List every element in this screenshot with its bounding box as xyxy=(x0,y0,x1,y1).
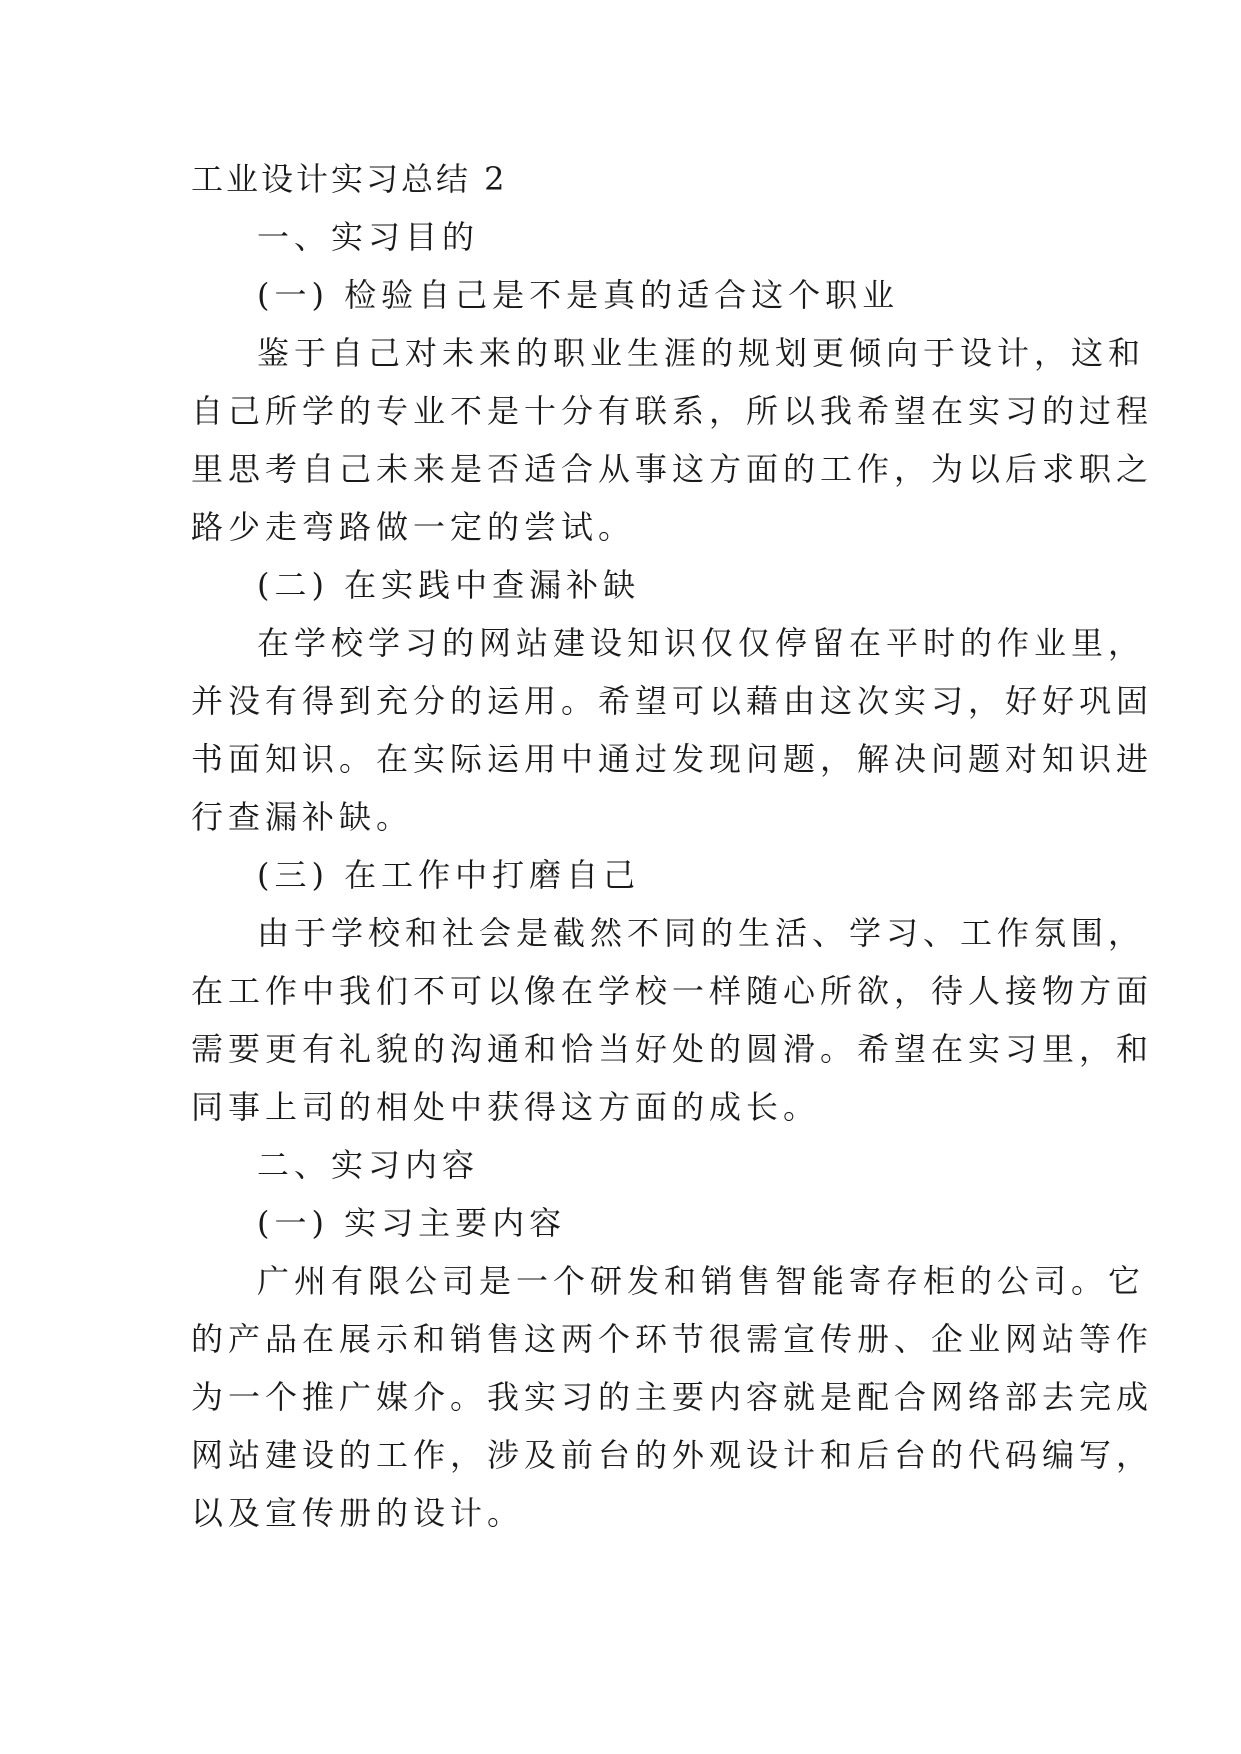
paragraph-line: 鉴于自己对未来的职业生涯的规划更倾向于设计，这和 xyxy=(257,334,1146,372)
paragraph-line: 由于学校和社会是截然不同的生活、学习、工作氛围， xyxy=(257,914,1146,952)
paragraph-line: 同事上司的相处中获得这方面的成长。 xyxy=(191,1088,821,1126)
subsection-heading: (一) 实习主要内容 xyxy=(257,1204,567,1242)
section-heading: 一、实习目的 xyxy=(257,218,480,256)
paragraph-line: 在学校学习的网站建设知识仅仅停留在平时的作业里， xyxy=(257,624,1146,662)
paragraph-line: 并没有得到充分的运用。希望可以藉由这次实习，好好巩固 xyxy=(191,682,1154,720)
paragraph-line: 路少走弯路做一定的尝试。 xyxy=(191,508,636,546)
section-heading: 二、实习内容 xyxy=(257,1146,480,1184)
paragraph-line: 的产品在展示和销售这两个环节很需宣传册、企业网站等作 xyxy=(191,1320,1154,1358)
subsection-heading: (二) 在实践中查漏补缺 xyxy=(257,566,641,604)
paragraph-line: 网站建设的工作，涉及前台的外观设计和后台的代码编写， xyxy=(191,1436,1154,1474)
paragraph-line: 自己所学的专业不是十分有联系，所以我希望在实习的过程 xyxy=(191,392,1154,430)
paragraph-line: 需要更有礼貌的沟通和恰当好处的圆滑。希望在实习里，和 xyxy=(191,1030,1154,1068)
paragraph-line: 里思考自己未来是否适合从事这方面的工作，为以后求职之 xyxy=(191,450,1154,488)
paragraph-line: 广州有限公司是一个研发和销售智能寄存柜的公司。它 xyxy=(257,1262,1146,1300)
paragraph-line: 行查漏补缺。 xyxy=(191,798,414,836)
paragraph-line: 以及宣传册的设计。 xyxy=(191,1494,525,1532)
paragraph-line: 书面知识。在实际运用中通过发现问题，解决问题对知识进 xyxy=(191,740,1154,778)
document-body xyxy=(191,150,1154,1542)
document-title: 工业设计实习总结 2 xyxy=(191,160,508,198)
subsection-heading: (三) 在工作中打磨自己 xyxy=(257,856,641,894)
subsection-heading: (一) 检验自己是不是真的适合这个职业 xyxy=(257,276,900,314)
paragraph-line: 在工作中我们不可以像在学校一样随心所欲，待人接物方面 xyxy=(191,972,1154,1010)
paragraph-line: 为一个推广媒介。我实习的主要内容就是配合网络部去完成 xyxy=(191,1378,1154,1416)
